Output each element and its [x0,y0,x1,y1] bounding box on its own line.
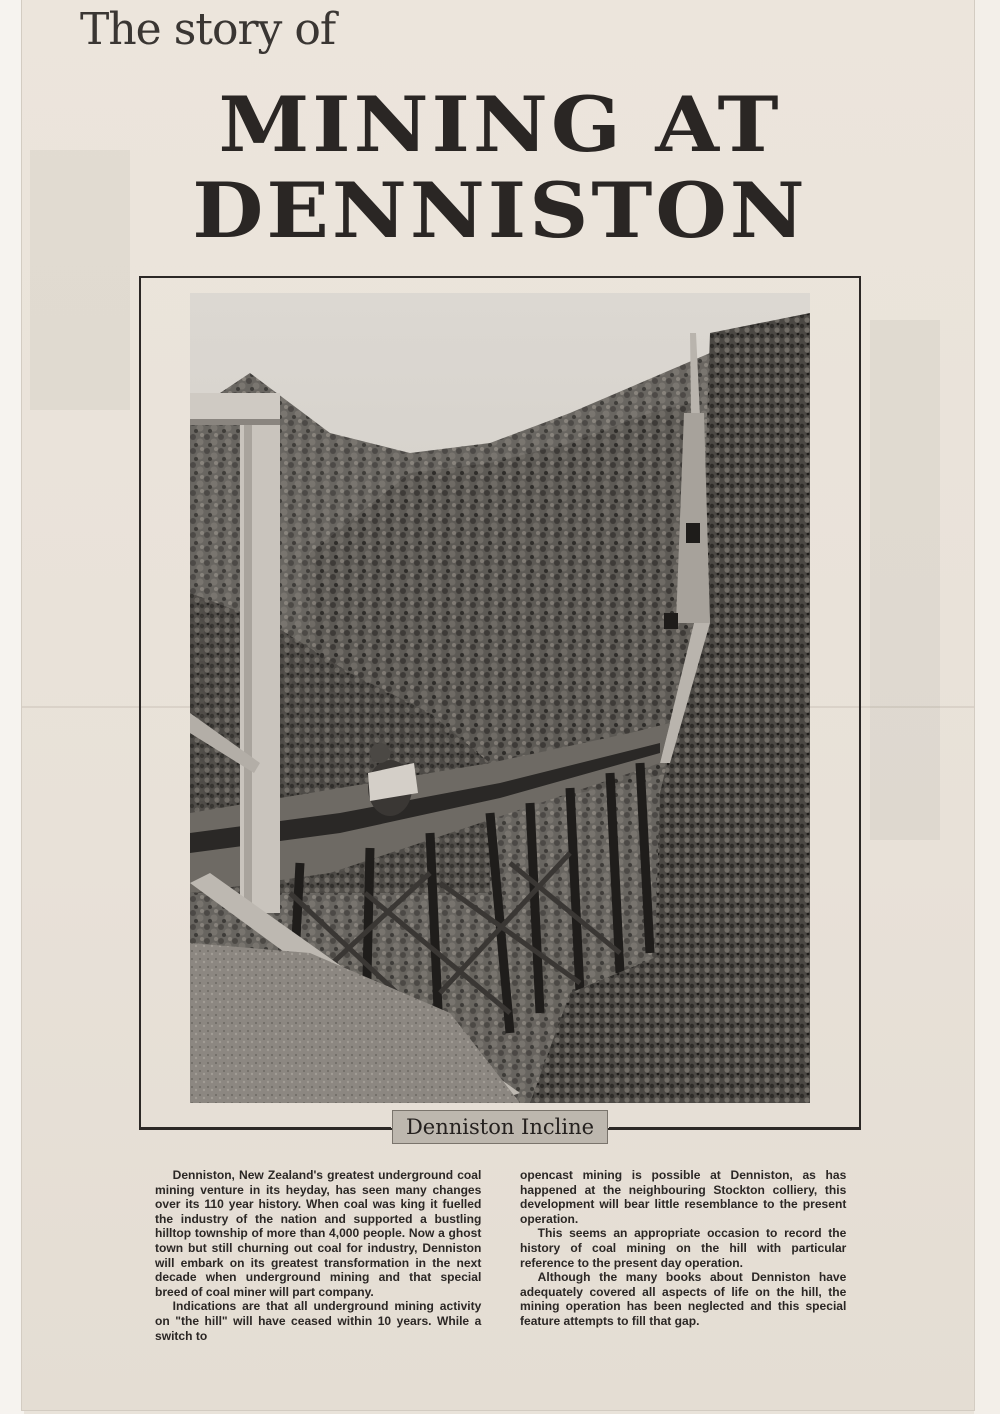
paragraph: Although the many books about Denniston have adequately covered all aspects of life on the hill, the mining operation has been neglected and this special feature attempts to fill that gap. [520,1270,847,1328]
paragraph: Denniston, New Zealand's greatest underground coal mining venture in its heyday, has seen many changes over its 110 year history. When coal was king it fuelled the industry of the nation and supported a bustling hilltop township of more than 4,000 people. Now a ghost town but still churning out coal for industry, Denniston will embark on its greatest transformation in the next decade when underground mining and that special breed of coal miner will part company. [155,1168,482,1299]
caption-rule-left [141,1127,391,1129]
incline-photo-illustration [190,293,810,1103]
article-column-1 [155,1168,481,1343]
paragraph: Indications are that all underground mining activity on "the hill" will have ceased within 10 years. While a switch to [155,1299,482,1343]
bleed-through [30,150,130,410]
article-column-2 [520,1168,846,1329]
photo-caption: Denniston Incline [392,1110,608,1144]
paragraph: opencast mining is possible at Denniston, as has happened at the neighbouring Stockton colliery, this development will bear little resemblance to the present operation. [520,1168,847,1226]
page-margin-left [0,0,24,1414]
kicker-title: The story of [80,4,336,55]
bleed-through [870,320,940,840]
headline-line-1: MINING AT [218,80,782,170]
headline-line-2: DENNISTON [192,166,808,256]
caption-rule-right [609,1127,859,1129]
paragraph: This seems an appropriate occasion to record the history of coal mining on the hill with particular reference to the present day operation. [520,1226,847,1270]
incline-photograph [190,293,810,1103]
page-margin-right [974,0,1000,1414]
